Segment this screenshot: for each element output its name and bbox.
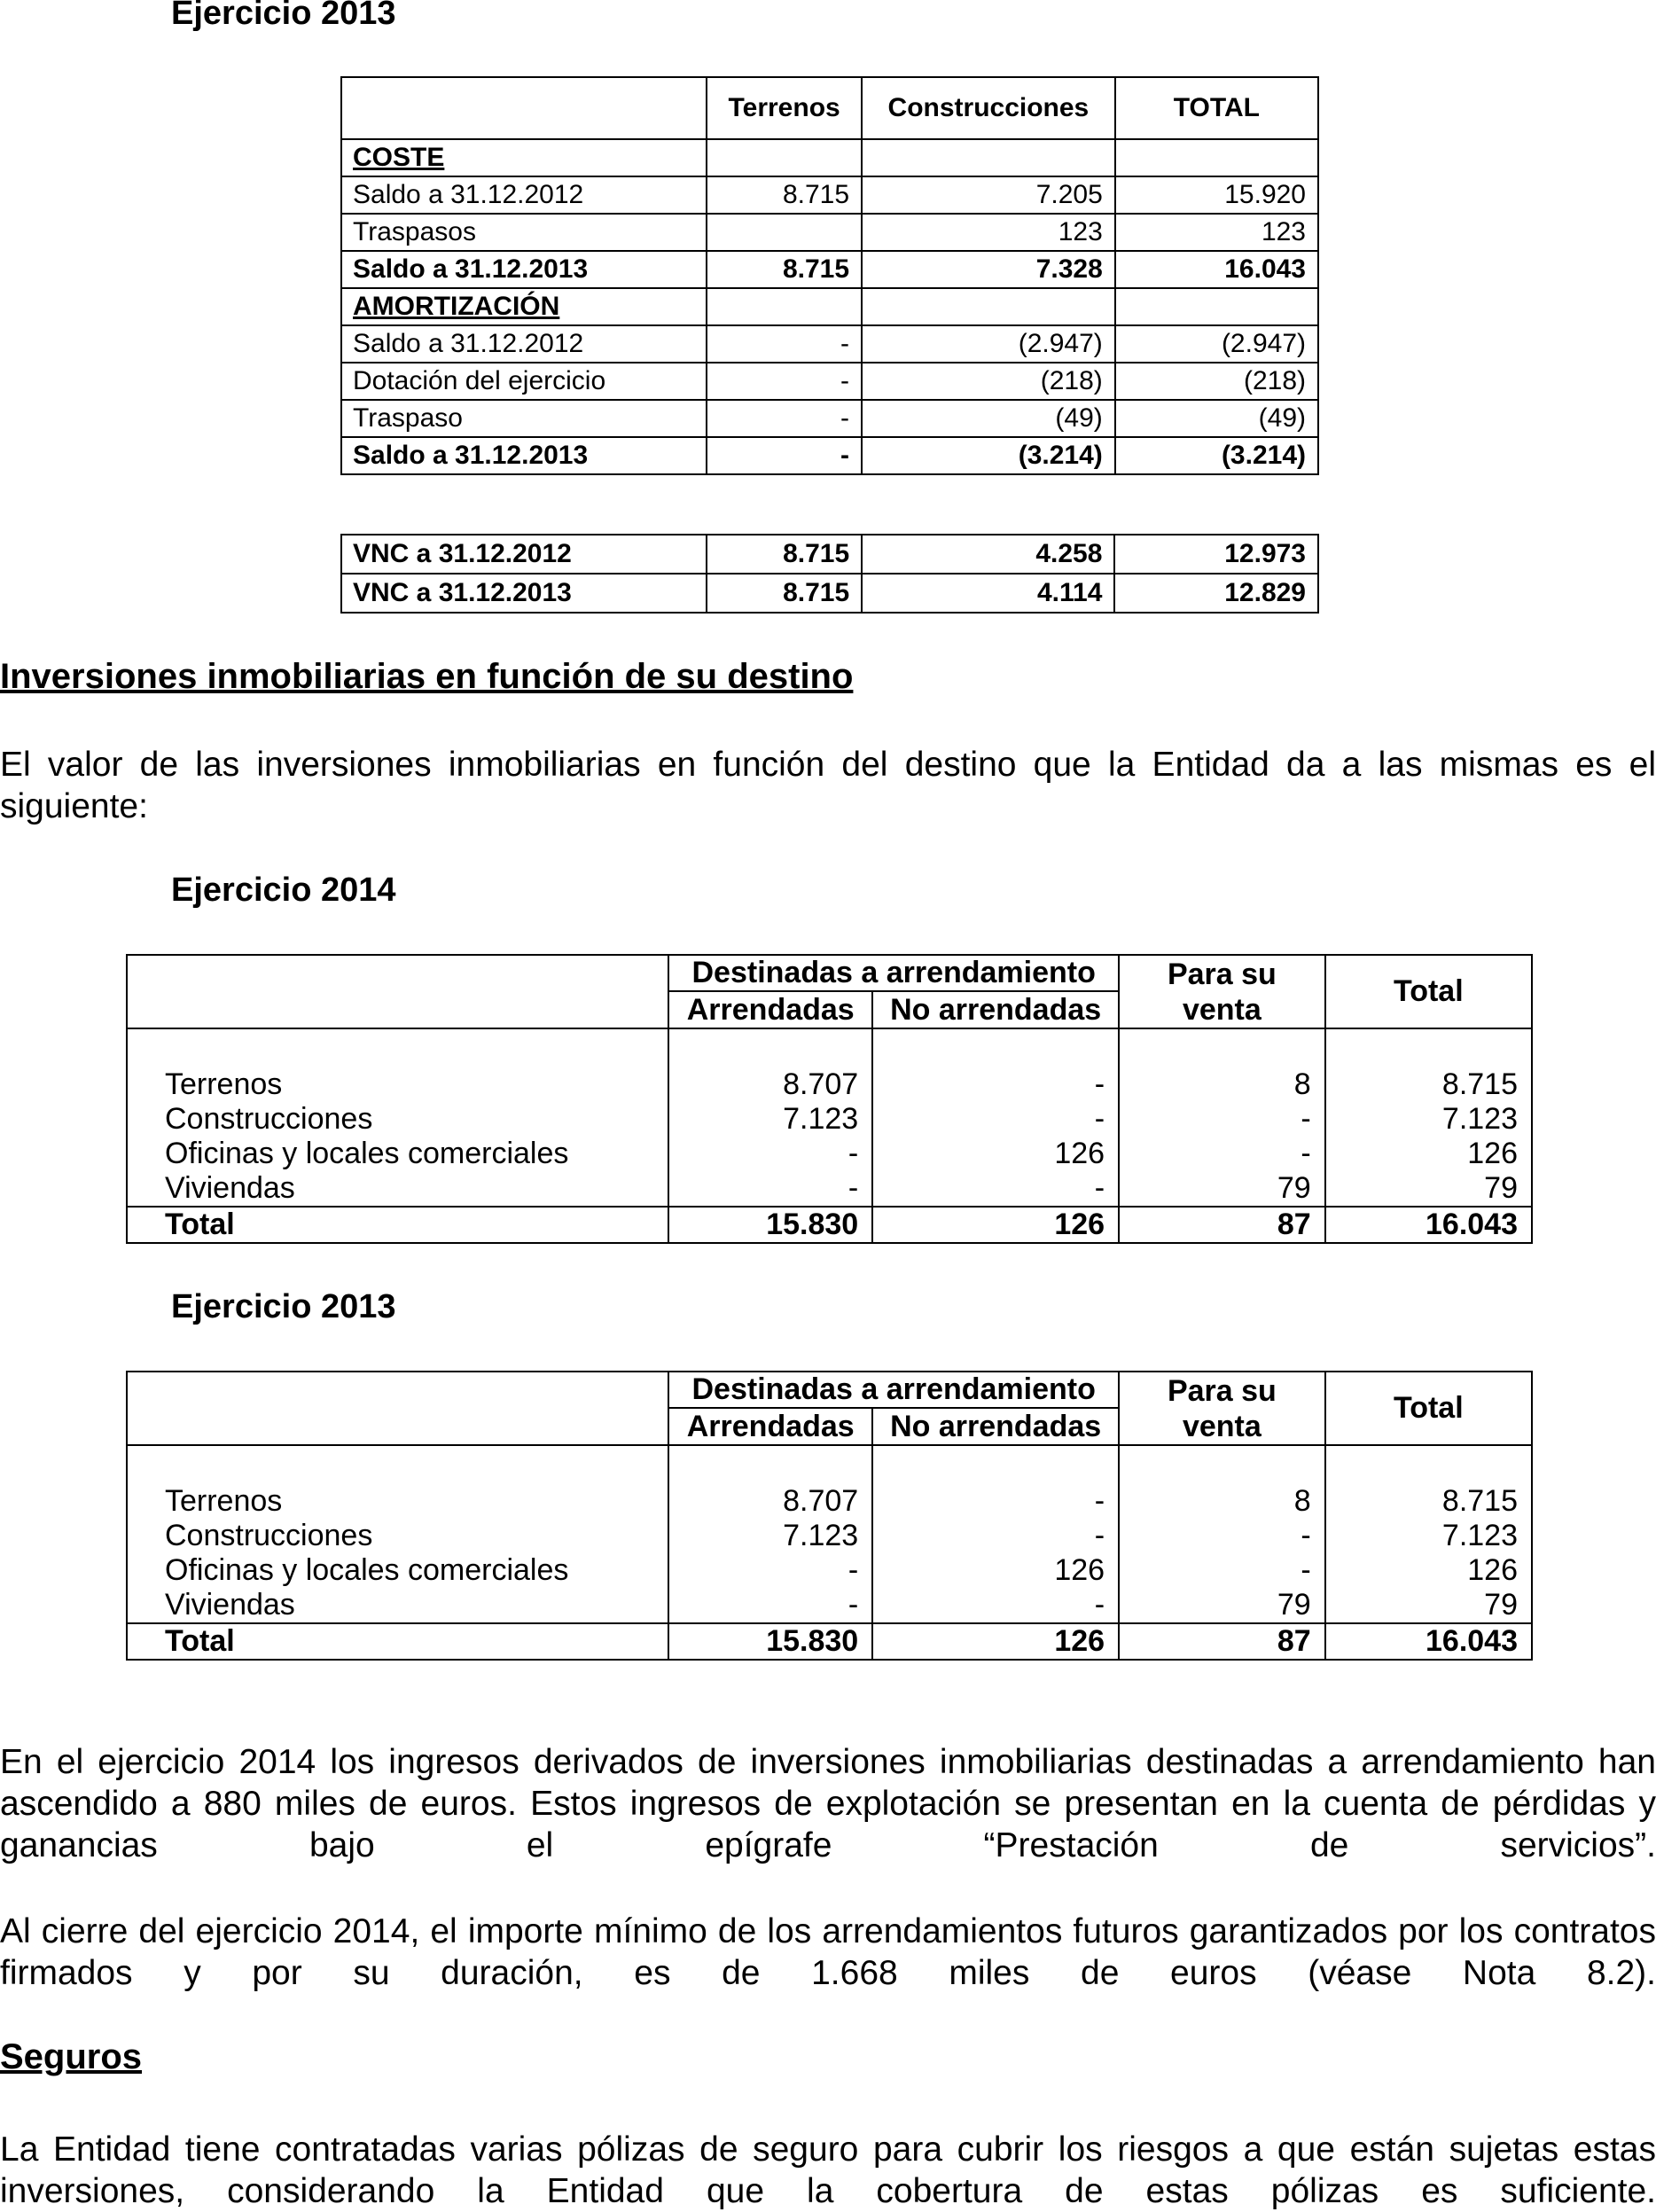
value-cell: - xyxy=(668,1588,872,1623)
spacer-cell xyxy=(668,1445,872,1484)
spacer-cell xyxy=(1325,1445,1532,1484)
value-cell: - xyxy=(668,1553,872,1588)
value-cell: 126 xyxy=(1325,1137,1532,1171)
row-label: AMORTIZACIÓN xyxy=(341,288,707,325)
movement-table-2013 xyxy=(340,76,1319,475)
value-cell: 7.328 xyxy=(862,251,1115,288)
value-cell: 7.123 xyxy=(1325,1519,1532,1553)
movement-row xyxy=(341,251,1318,288)
dest-row xyxy=(127,1484,1532,1519)
movement-row xyxy=(341,325,1318,363)
value-cell: 8.707 xyxy=(668,1067,872,1102)
value-cell: 8.715 xyxy=(1325,1067,1532,1102)
value-cell: - xyxy=(872,1171,1119,1207)
row-label: Traspasos xyxy=(341,214,707,251)
spacer-cell xyxy=(872,1028,1119,1067)
year-heading-2013: Ejercicio 2013 xyxy=(171,1288,396,1325)
value-cell: - xyxy=(1119,1102,1325,1137)
value-cell xyxy=(707,214,862,251)
spacer-cell xyxy=(872,1445,1119,1484)
group-header: Destinadas a arrendamiento xyxy=(668,1372,1119,1408)
dest-header-row xyxy=(127,955,1532,991)
value-cell: 8 xyxy=(1119,1484,1325,1519)
value-cell: 8.715 xyxy=(707,574,862,613)
row-label: Traspaso xyxy=(341,400,707,437)
para-venta-header: Para su venta xyxy=(1119,1372,1325,1445)
dest-row xyxy=(127,1067,1532,1102)
value-cell xyxy=(1115,288,1318,325)
total-value: 15.830 xyxy=(668,1207,872,1243)
sub-header: No arrendadas xyxy=(872,1408,1119,1445)
value-cell: (49) xyxy=(1115,400,1318,437)
row-label: VNC a 31.12.2012 xyxy=(341,535,707,574)
vnc-table-2013 xyxy=(340,534,1319,614)
value-cell: 8.707 xyxy=(668,1484,872,1519)
row-label: Viviendas xyxy=(127,1588,668,1623)
row-label: Dotación del ejercicio xyxy=(341,363,707,400)
value-cell xyxy=(707,139,862,176)
value-cell: - xyxy=(1119,1137,1325,1171)
row-label: Construcciones xyxy=(127,1519,668,1553)
row-label: Saldo a 31.12.2012 xyxy=(341,325,707,363)
income-paragraph: En el ejercicio 2014 los ingresos derivados de inversiones inmobiliarias destinadas a arrendamiento han ascendido a 880 miles de euros. Estos ingresos de explotación se presentan en la cuenta de pérdidas y ganancias bajo el epígrafe “Prestación de servicios”. xyxy=(0,1743,1656,1864)
total-value: 15.830 xyxy=(668,1623,872,1660)
value-cell: 8.715 xyxy=(707,251,862,288)
movement-row xyxy=(341,437,1318,474)
total-header: Total xyxy=(1325,955,1532,1028)
value-cell: (218) xyxy=(1115,363,1318,400)
value-cell: 79 xyxy=(1119,1588,1325,1623)
value-cell: - xyxy=(1119,1519,1325,1553)
total-value: 16.043 xyxy=(1325,1623,1532,1660)
row-label: Saldo a 31.12.2013 xyxy=(341,251,707,288)
intro-paragraph: El valor de las inversiones inmobiliarias en función del destino que la Entidad da a las mismas es el siguiente: xyxy=(0,746,1656,825)
value-cell: 8 xyxy=(1119,1067,1325,1102)
row-label: Terrenos xyxy=(127,1484,668,1519)
destination-table-2014 xyxy=(126,954,1533,1244)
value-cell: - xyxy=(872,1484,1119,1519)
value-cell: 12.973 xyxy=(1114,535,1318,574)
value-cell: 126 xyxy=(1325,1553,1532,1588)
dest-header-row xyxy=(127,1372,1532,1408)
value-cell: - xyxy=(707,363,862,400)
group-header: Destinadas a arrendamiento xyxy=(668,955,1119,991)
movement-row xyxy=(341,176,1318,214)
value-cell: (3.214) xyxy=(862,437,1115,474)
header-cell xyxy=(341,77,707,139)
value-cell: 4.258 xyxy=(862,535,1114,574)
spacer-cell xyxy=(668,1028,872,1067)
value-cell xyxy=(862,288,1115,325)
header-cell: TOTAL xyxy=(1115,77,1318,139)
value-cell: (2.947) xyxy=(862,325,1115,363)
value-cell: (218) xyxy=(862,363,1115,400)
vnc-row xyxy=(341,535,1318,574)
total-label: Total xyxy=(127,1207,668,1243)
movement-row xyxy=(341,214,1318,251)
total-value: 87 xyxy=(1119,1623,1325,1660)
row-label: Oficinas y locales comerciales xyxy=(127,1137,668,1171)
total-value: 126 xyxy=(872,1207,1119,1243)
sub-header: Arrendadas xyxy=(668,1408,872,1445)
value-cell: 4.114 xyxy=(862,574,1114,613)
destination-table-2013 xyxy=(126,1371,1533,1661)
year-heading-2013-top: Ejercicio 2013 xyxy=(171,0,396,32)
spacer-cell xyxy=(127,1028,668,1067)
insurance-paragraph: La Entidad tiene contratadas varias pólizas de seguro para cubrir los riesgos a que están sujetas estas inversiones, considerando la Entidad que la cobertura de estas pólizas es suficiente. xyxy=(0,2130,1656,2210)
value-cell: - xyxy=(872,1588,1119,1623)
value-cell: (49) xyxy=(862,400,1115,437)
value-cell: 7.205 xyxy=(862,176,1115,214)
value-cell: 7.123 xyxy=(1325,1102,1532,1137)
spacer-cell xyxy=(1119,1445,1325,1484)
dest-row xyxy=(127,1588,1532,1623)
empty-header-cell xyxy=(127,1372,668,1445)
movement-row xyxy=(341,363,1318,400)
value-cell: - xyxy=(707,437,862,474)
value-cell: - xyxy=(707,400,862,437)
vnc-row xyxy=(341,574,1318,613)
total-value: 126 xyxy=(872,1623,1119,1660)
header-cell: Terrenos xyxy=(707,77,862,139)
total-value: 87 xyxy=(1119,1207,1325,1243)
row-label: Terrenos xyxy=(127,1067,668,1102)
value-cell: - xyxy=(872,1519,1119,1553)
movement-row xyxy=(341,139,1318,176)
value-cell: - xyxy=(1119,1553,1325,1588)
section-title-destino: Inversiones inmobiliarias en función de su destino xyxy=(0,657,854,696)
value-cell xyxy=(1115,139,1318,176)
value-cell: 12.829 xyxy=(1114,574,1318,613)
spacer-cell xyxy=(127,1445,668,1484)
movement-row xyxy=(341,288,1318,325)
value-cell: 7.123 xyxy=(668,1102,872,1137)
row-label: VNC a 31.12.2013 xyxy=(341,574,707,613)
value-cell: - xyxy=(668,1137,872,1171)
spacer-cell xyxy=(1325,1028,1532,1067)
value-cell: - xyxy=(668,1171,872,1207)
value-cell: 16.043 xyxy=(1115,251,1318,288)
value-cell xyxy=(707,288,862,325)
movement-table-header xyxy=(341,77,1318,139)
spacer-cell xyxy=(1119,1028,1325,1067)
value-cell: 79 xyxy=(1325,1588,1532,1623)
value-cell: 7.123 xyxy=(668,1519,872,1553)
value-cell: 15.920 xyxy=(1115,176,1318,214)
year-heading-2014: Ejercicio 2014 xyxy=(171,872,396,909)
dest-row xyxy=(127,1137,1532,1171)
movement-row xyxy=(341,400,1318,437)
row-label: Viviendas xyxy=(127,1171,668,1207)
total-row xyxy=(127,1623,1532,1660)
value-cell: (2.947) xyxy=(1115,325,1318,363)
value-cell: 8.715 xyxy=(707,176,862,214)
dest-row xyxy=(127,1519,1532,1553)
spacer-row xyxy=(127,1028,1532,1067)
spacer-row xyxy=(127,1445,1532,1484)
row-label: COSTE xyxy=(341,139,707,176)
value-cell: 126 xyxy=(872,1553,1119,1588)
value-cell: 8.715 xyxy=(707,535,862,574)
value-cell: - xyxy=(872,1102,1119,1137)
dest-row xyxy=(127,1171,1532,1207)
value-cell: - xyxy=(872,1067,1119,1102)
total-value: 16.043 xyxy=(1325,1207,1532,1243)
empty-header-cell xyxy=(127,955,668,1028)
value-cell: 123 xyxy=(862,214,1115,251)
section-title-seguros: Seguros xyxy=(0,2037,143,2076)
value-cell: 8.715 xyxy=(1325,1484,1532,1519)
value-cell: - xyxy=(707,325,862,363)
total-row xyxy=(127,1207,1532,1243)
dest-row xyxy=(127,1553,1532,1588)
total-label: Total xyxy=(127,1623,668,1660)
para-venta-header: Para su venta xyxy=(1119,955,1325,1028)
row-label: Saldo a 31.12.2012 xyxy=(341,176,707,214)
row-label: Construcciones xyxy=(127,1102,668,1137)
total-header: Total xyxy=(1325,1372,1532,1445)
value-cell: 126 xyxy=(872,1137,1119,1171)
row-label: Saldo a 31.12.2013 xyxy=(341,437,707,474)
sub-header: Arrendadas xyxy=(668,991,872,1028)
leases-paragraph: Al cierre del ejercicio 2014, el importe mínimo de los arrendamientos futuros garantizados por los contratos firmados y por su duración, es de 1.668 miles de euros (véase Nota 8.2). xyxy=(0,1912,1656,1992)
value-cell: 123 xyxy=(1115,214,1318,251)
value-cell: (3.214) xyxy=(1115,437,1318,474)
value-cell xyxy=(862,139,1115,176)
header-cell: Construcciones xyxy=(862,77,1115,139)
sub-header: No arrendadas xyxy=(872,991,1119,1028)
value-cell: 79 xyxy=(1119,1171,1325,1207)
row-label: Oficinas y locales comerciales xyxy=(127,1553,668,1588)
value-cell: 79 xyxy=(1325,1171,1532,1207)
dest-row xyxy=(127,1102,1532,1137)
